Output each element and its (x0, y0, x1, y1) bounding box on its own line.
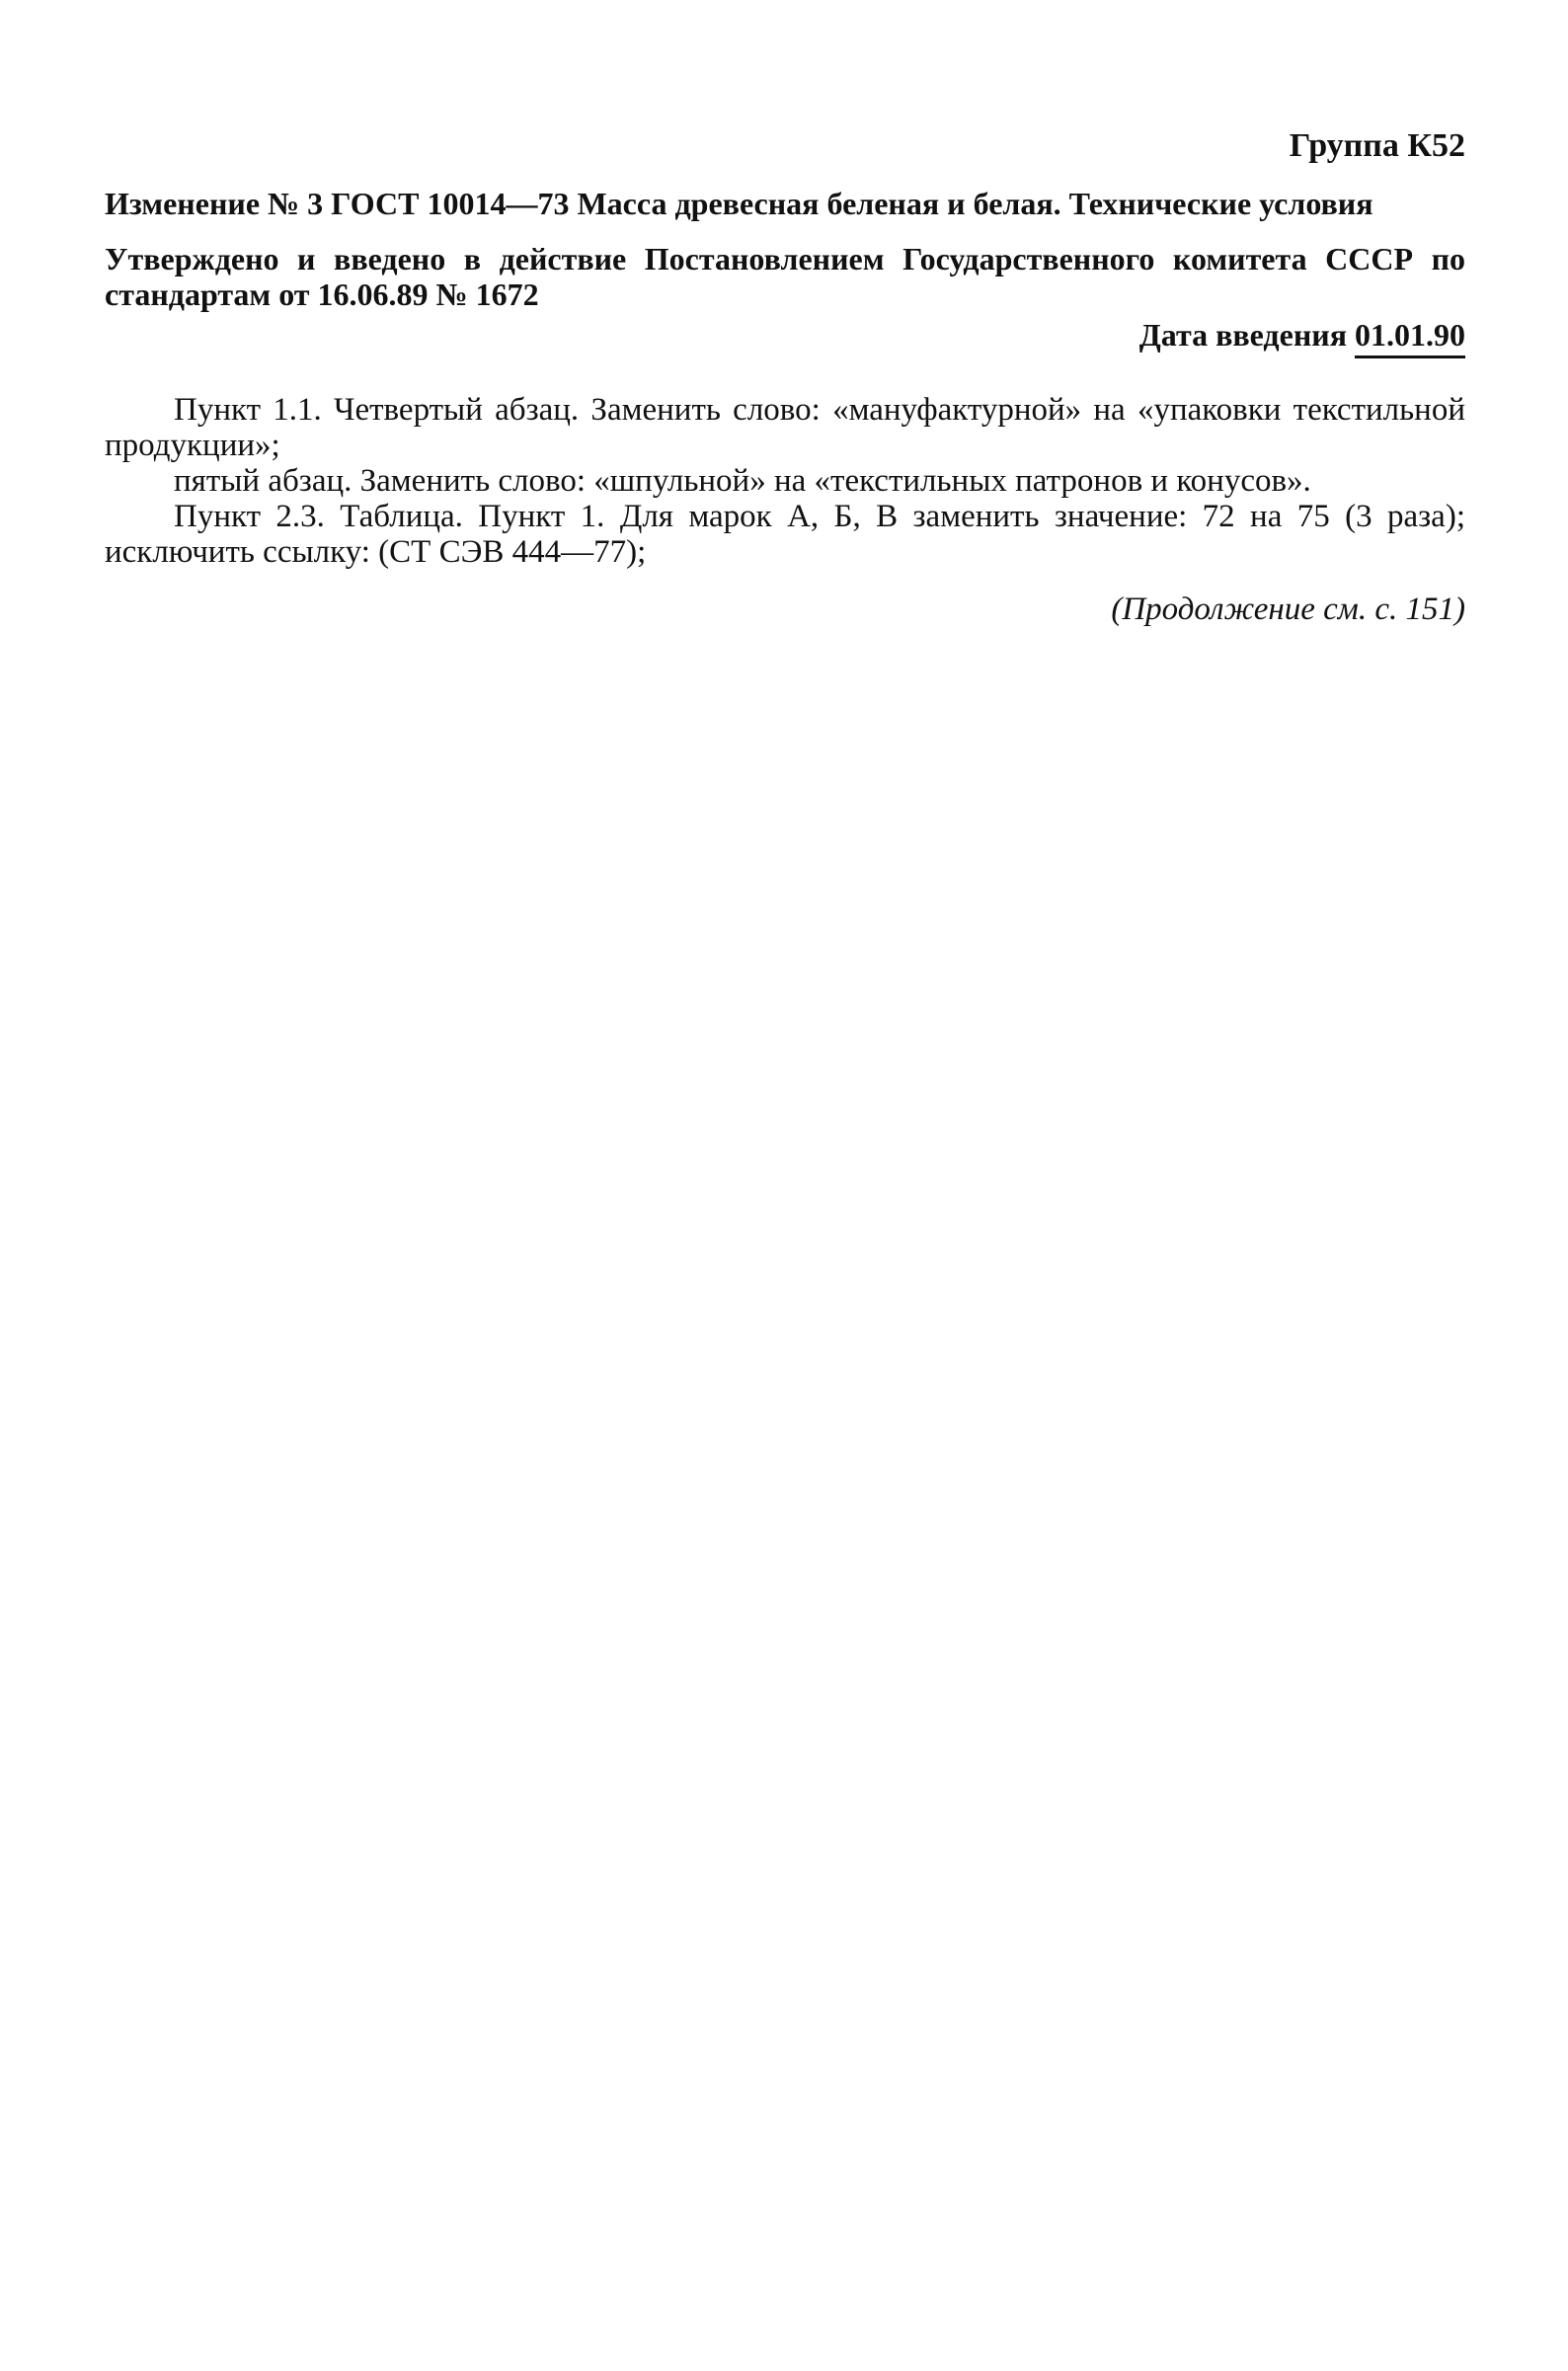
continuation-note: (Продолжение см. с. 151) (1111, 592, 1465, 627)
approval-statement: Утверждено и введено в действие Постановлением Государственного комитета СССР по стандартам от 16.06.89 № 1672 (105, 241, 1465, 312)
paragraph-3: Пункт 2.3. Таблица. Пункт 1. Для марок А, Б, В заменить значение: 72 на 75 (3 раза); исключить ссылку: (СТ СЭВ 444—77); (105, 499, 1465, 570)
paragraph-2: пятый абзац. Заменить слово: «шпульной» на «текстильных патронов и конусов». (174, 463, 1311, 499)
paragraph-1: Пункт 1.1. Четвертый абзац. Заменить слово: «мануфактурной» на «упаковки текстильной продукции»; (105, 392, 1465, 463)
group-code: Группа К52 (1289, 127, 1465, 164)
amendment-title: Изменение № 3 ГОСТ 10014—73 Масса древесная беленая и белая. Технические условия (105, 186, 1373, 221)
document-page (105, 126, 1465, 629)
effective-date-value: 01.01.90 (1355, 316, 1465, 358)
effective-date-label: Дата введения (1138, 317, 1347, 353)
effective-date (105, 316, 1465, 358)
